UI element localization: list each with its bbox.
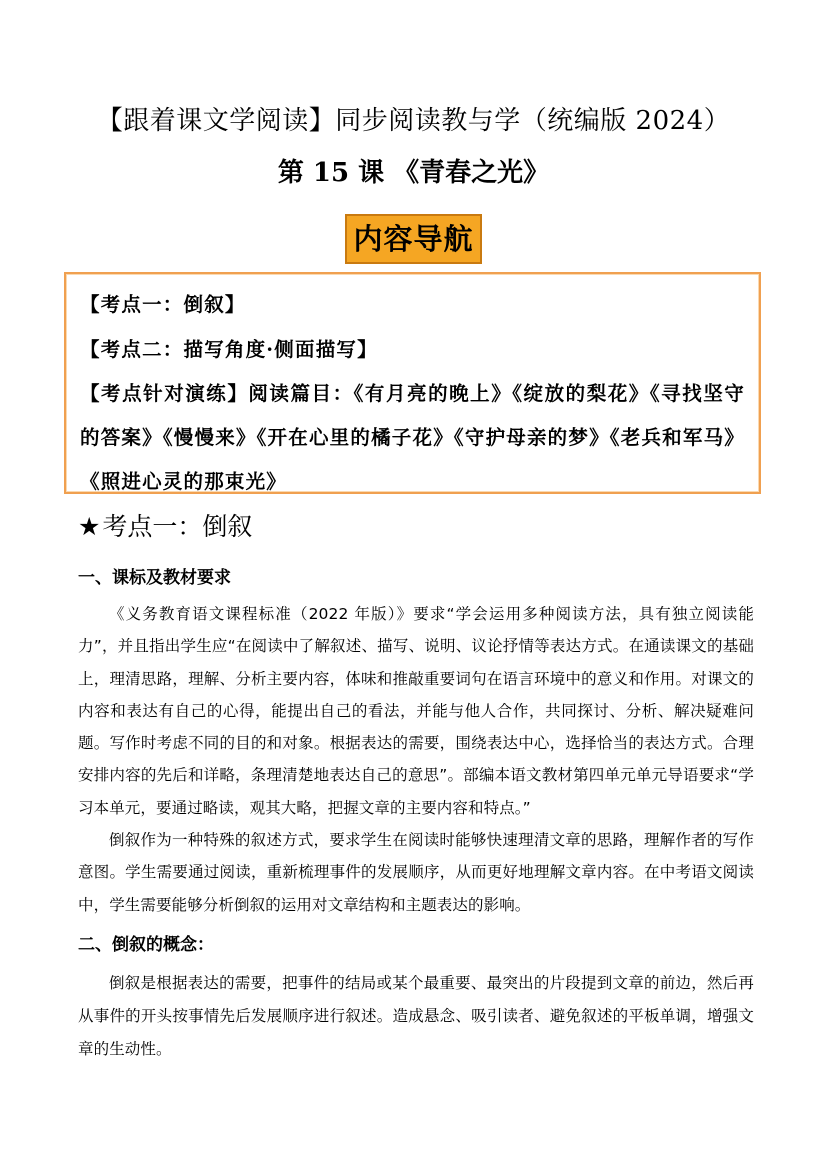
subheading-concept: 二、倒叙的概念： bbox=[78, 935, 214, 955]
paragraph-standards-2: 倒叙作为一种特殊的叙述方式，要求学生在阅读时能够快速理清文章的思路，理解作者的写作意图。学生需要通过阅读，重新梳理事件的发展顺序，从而更好地理解文章内容。在中考语文阅读中，学生需要能够分析倒叙的运用对文章结构和主题表达的影响。 bbox=[78, 831, 754, 914]
subheading-standards: 一、课标及教材要求 bbox=[78, 568, 231, 588]
lesson-title: 第 15 课 《青春之光》 bbox=[277, 158, 550, 188]
nav-item-practice: 【考点针对演练】阅读篇目：《有月亮的晚上》《绽放的梨花》《寻找坚守的答案》《慢慢来》《开在心里的橘子花》《守护母亲的梦》《老兵和军马》《照进心灵的那束光》 bbox=[80, 382, 745, 493]
content-navigation-badge: 内容导航 bbox=[345, 214, 481, 264]
star-icon: ★ bbox=[78, 512, 101, 541]
document-title: 【跟着课文学阅读】同步阅读教与学（统编版 2024） bbox=[96, 106, 731, 136]
nav-item-point-one: 【考点一：倒叙】 bbox=[80, 293, 246, 316]
section-heading bbox=[78, 508, 252, 546]
nav-item-point-two: 【考点二：描写角度·侧面描写】 bbox=[80, 338, 378, 361]
paragraph-standards-1: 《义务教育语文课程标准（2022 年版）》要求“学会运用多种阅读方法，具有独立阅读能力”，并且指出学生应“在阅读中了解叙述、描写、说明、议论抒情等表达方式。在通读课文的基础上，理清思路，理解、分析主要内容，体味和推敲重要词句在语言环境中的意义和作用。对课文的内容和表达有自己的心得，能提出自己的看法，并能与他人合作，共同探讨、分析、解决疑难问题。写作时考虑不同的目的和对象。根据表达的需要，围绕表达中心，选择恰当的表达方式。合理安排内容的先后和详略，条理清楚地表达自己的意思”。部编本语文教材第四单元单元导语要求“学习本单元，要通过略读，观其大略，把握文章的主要内容和特点。” bbox=[78, 605, 754, 817]
content-navigation-box bbox=[64, 272, 761, 494]
paragraph-concept: 倒叙是根据表达的需要，把事件的结局或某个最重要、最突出的片段提到文章的前边，然后再从事件的开头按事情先后发展顺序进行叙述。造成悬念、吸引读者、避免叙述的平板单调，增强文章的生动性。 bbox=[78, 974, 754, 1058]
badge-container bbox=[0, 214, 827, 264]
section-heading-text: 考点一：倒叙 bbox=[102, 512, 253, 541]
